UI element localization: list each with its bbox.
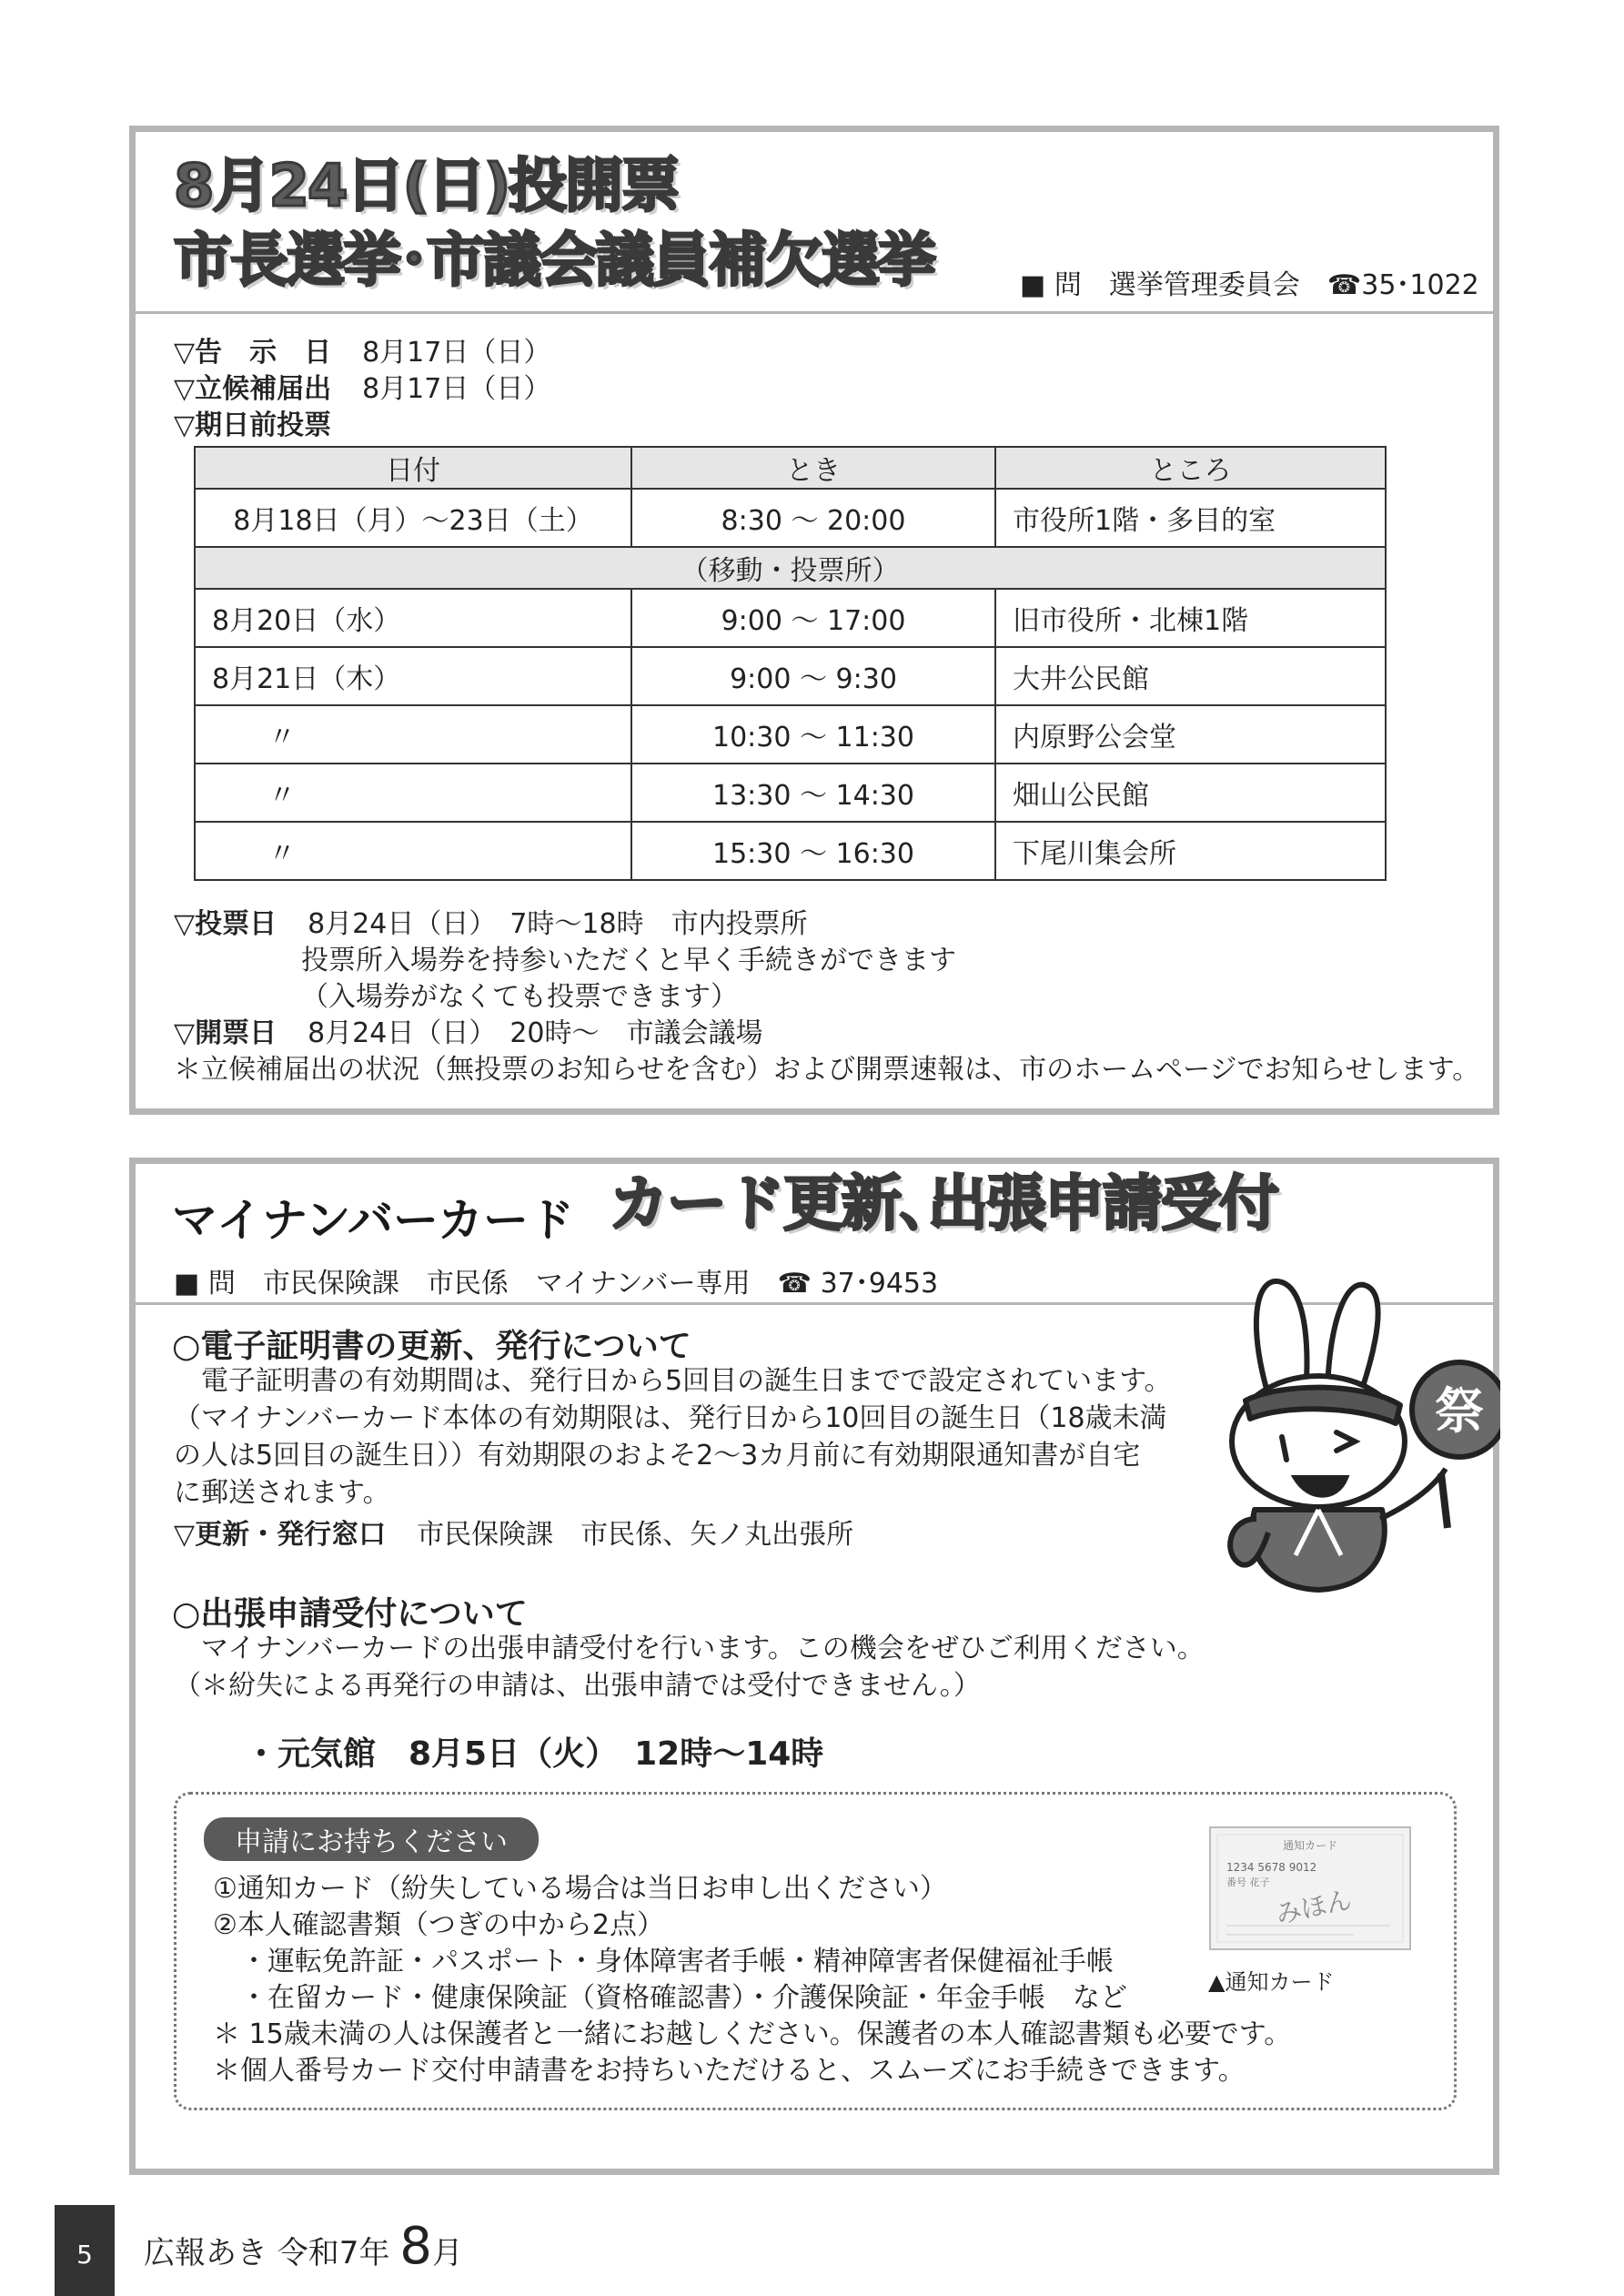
notice-row [174, 329, 550, 369]
table-row [195, 647, 1386, 705]
table-cell: 8月21日（木） [195, 647, 631, 705]
table-row [195, 489, 1386, 547]
table-cell: 下尾川集会所 [995, 822, 1386, 880]
bring-item: ②本人確認書類（つぎの中から2点） [213, 1909, 664, 1941]
early-vote-label: ▽期日前投票 [174, 410, 332, 441]
bring-item: ・運転免許証・パスポート・身体障害者手帳・精神障害者保健福祉手帳 [213, 1946, 1114, 1977]
card-number: 1234 5678 9012 [1226, 1861, 1317, 1874]
table-cell: 8月20日（水） [195, 589, 631, 647]
page-number: 5 [55, 2205, 115, 2296]
vote-note: （入場券がなくても投票できます） [301, 981, 738, 1013]
vote-note: 投票所入場券を持参いただくと早く手続きができます [301, 945, 956, 976]
table-row [195, 764, 1386, 822]
paragraph-line: （＊紛失による再発行の申請は、出張申請では受付できません。） [174, 1670, 981, 1702]
table-cell: 8月18日（月）～23日（土） [195, 489, 631, 547]
count-day-row [174, 1010, 763, 1050]
card-name: 番号 花子 [1226, 1876, 1270, 1888]
mynumber-subtitle: カード更新､出張申請受付 [609, 1168, 1277, 1239]
table-header-row [195, 447, 1386, 489]
table-cell: 10:30 ～ 11:30 [631, 705, 995, 764]
table-row [195, 822, 1386, 880]
paragraph-line: 電子証明書の有効期間は、発行日から5回目の誕生日までで設定されています。 [174, 1365, 1172, 1397]
table-row [195, 705, 1386, 764]
count-day-label: ▽開票日 [174, 1017, 277, 1049]
mascot-sign-text: 祭 [1435, 1382, 1484, 1440]
notice-value: 8月17日（日） [362, 337, 551, 369]
card-sample-stamp: みほん [1273, 1884, 1355, 1930]
table-cell: 13:30 ～ 14:30 [631, 764, 995, 822]
event-schedule: ・元気館 8月5日（火） 12時～14時 [245, 1735, 824, 1773]
early-voting-table [194, 446, 1387, 881]
table-subheader: （移動・投票所） [195, 547, 1386, 589]
section-heading: ○出張申請受付について [172, 1595, 528, 1633]
candidacy-label: ▽立候補届出 [174, 373, 332, 405]
service-window-row [174, 1512, 853, 1552]
election-notice-box [129, 126, 1499, 1115]
card-title: 通知カード [1282, 1839, 1338, 1852]
bring-item: ・在留カード・健康保険証（資格確認書）・介護保険証・年金手帳 など [213, 1982, 1127, 2014]
table-header: ところ [995, 447, 1386, 489]
service-window-label: ▽更新・発行窓口 [174, 1519, 387, 1551]
table-cell: 市役所1階・多目的室 [995, 489, 1386, 547]
table-cell: 〃 [195, 764, 631, 822]
count-day-value: 8月24日（日） 20時～ 市議会議場 [308, 1017, 763, 1049]
table-cell: 15:30 ～ 16:30 [631, 822, 995, 880]
table-cell: 内原野公会堂 [995, 705, 1386, 764]
mynumber-card-box [129, 1158, 1499, 2175]
section-heading: ○電子証明書の更新、発行について [172, 1328, 691, 1365]
publication-month-suffix: 月 [431, 2235, 463, 2271]
table-header: とき [631, 447, 995, 489]
publication-name: 広報あき 令和7年 [144, 2235, 390, 2271]
paragraph-line: マイナンバーカードの出張申請受付を行います。この機会をぜひご利用ください。 [174, 1633, 1205, 1664]
paragraph-line: （マイナンバーカード本体の有効期限は、発行日から10回目の誕生日（18歳未満 [174, 1402, 1167, 1434]
election-date-title: 8月24日(日)投開票 [174, 153, 679, 220]
notification-card-image [1208, 1826, 1412, 1951]
table-cell: 8:30 ～ 20:00 [631, 489, 995, 547]
notice-label: ▽告 示 日 [174, 337, 332, 369]
vote-day-value: 8月24日（日） 7時～18時 市内投票所 [308, 908, 808, 940]
table-cell: 大井公民館 [995, 647, 1386, 705]
paragraph-line: の人は5回目の誕生日））有効期限のおよそ2～3カ月前に有効期限通知書が自宅 [174, 1440, 1141, 1472]
publication-month: 8 [399, 2217, 432, 2276]
footer-publication [144, 2217, 463, 2276]
early-vote-row [174, 402, 331, 442]
card-caption: ▲通知カード [1208, 1969, 1335, 1995]
table-cell: 9:00 ～ 9:30 [631, 647, 995, 705]
mynumber-title: マイナンバーカード [172, 1194, 574, 1247]
table-cell: 9:00 ～ 17:00 [631, 589, 995, 647]
table-cell: 旧市役所・北棟1階 [995, 589, 1386, 647]
vote-day-row [174, 901, 808, 941]
bring-item: ①通知カード（紛失している場合は当日お申し出ください） [213, 1873, 947, 1905]
candidacy-row [174, 366, 550, 406]
bring-item: ＊個人番号カード交付申請書をお持ちいただけると、スムーズにお手続きできます。 [213, 2055, 1246, 2087]
table-row [195, 589, 1386, 647]
mascot-rabbit-illustration [1209, 1255, 1500, 1601]
candidacy-value: 8月17日（日） [362, 373, 551, 405]
table-subheader-row [195, 547, 1386, 589]
service-window-value: 市民保険課 市民係、矢ノ丸出張所 [417, 1519, 854, 1551]
bring-items-box [174, 1792, 1457, 2110]
vote-day-label: ▽投票日 [174, 908, 277, 940]
election-contact: ■ 問 選挙管理委員会 ☎35･1022 [1020, 269, 1479, 301]
table-cell: 〃 [195, 822, 631, 880]
mynumber-contact: ■ 問 市民保険課 市民係 マイナンバー専用 ☎ 37･9453 [174, 1268, 939, 1300]
bring-items-heading: 申請にお持ちください [204, 1817, 539, 1861]
paragraph-line: に郵送されます。 [174, 1477, 390, 1509]
divider [136, 311, 1493, 314]
table-cell: 〃 [195, 705, 631, 764]
election-title: 市長選挙･市議会議員補欠選挙 [174, 228, 934, 295]
table-cell: 畑山公民館 [995, 764, 1386, 822]
table-header: 日付 [195, 447, 631, 489]
election-footnote: ＊立候補届出の状況（無投票のお知らせを含む）および開票速報は、市のホームページでお知らせします。 [174, 1054, 1480, 1086]
bring-item: ＊ 15歳未満の人は保護者と一緒にお越しください。保護者の本人確認書類も必要です。 [213, 2018, 1292, 2050]
